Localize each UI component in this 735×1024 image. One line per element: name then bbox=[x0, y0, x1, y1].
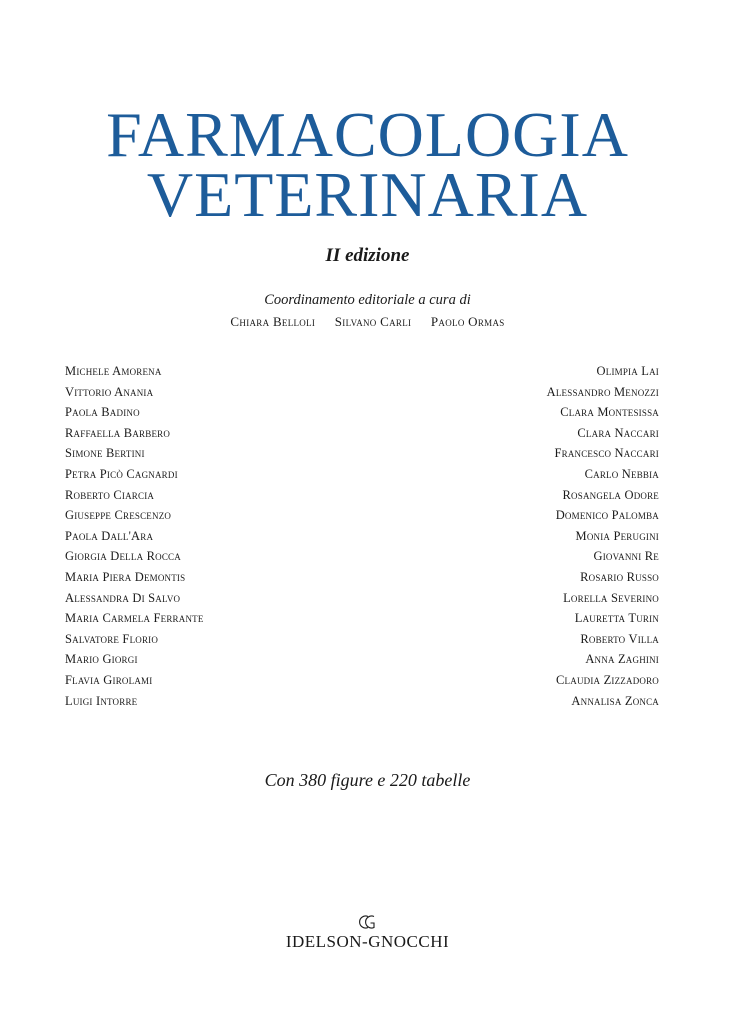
author-name: Domenico Palomba bbox=[555, 508, 659, 523]
author-name: Anna Zaghini bbox=[585, 652, 659, 667]
author-name: Raffaella Barbero bbox=[65, 425, 171, 440]
author-name: Maria Carmela Ferrante bbox=[65, 611, 204, 626]
author-name: Mario Giorgi bbox=[65, 652, 138, 667]
author-name: Vittorio Anania bbox=[65, 384, 154, 399]
author-name: Giuseppe Crescenzo bbox=[65, 508, 172, 523]
author-name: Paola Dall'Ara bbox=[65, 528, 154, 543]
author-name: Alessandro Menozzi bbox=[546, 384, 659, 399]
author-name: Claudia Zizzadoro bbox=[556, 672, 659, 687]
author-name: Lorella Severino bbox=[563, 590, 659, 605]
author-name: Giorgia Della Rocca bbox=[65, 549, 181, 564]
book-title-line-1: FARMACOLOGIA bbox=[106, 99, 629, 170]
editor-name: Silvano Carli bbox=[334, 314, 412, 329]
author-name: Michele Amorena bbox=[65, 364, 162, 378]
editor-name: Paolo Ormas bbox=[430, 314, 505, 329]
author-name: Petra Picò Cagnardi bbox=[65, 466, 178, 481]
author-name: Clara Naccari bbox=[577, 425, 659, 440]
author-name: Luigi Intorre bbox=[65, 693, 138, 708]
edition-label: II edizione bbox=[325, 245, 410, 266]
author-name: Rosangela Odore bbox=[562, 487, 659, 502]
author-name: Annalisa Zonca bbox=[571, 693, 659, 708]
author-name: Alessandra Di Salvo bbox=[65, 590, 181, 605]
author-name: Flavia Girolami bbox=[65, 672, 153, 687]
author-name: Roberto Villa bbox=[580, 631, 659, 646]
figures-tables-note: Con 380 figure e 220 tabelle bbox=[264, 770, 471, 790]
author-name: Roberto Ciarcia bbox=[65, 487, 155, 502]
author-name: Carlo Nebbia bbox=[584, 466, 659, 481]
author-name: Clara Montesissa bbox=[560, 405, 659, 420]
editor-name: Chiara Belloli bbox=[230, 314, 316, 329]
author-name: Paola Badino bbox=[65, 405, 140, 420]
editors-line bbox=[0, 314, 735, 330]
ig-monogram-icon bbox=[357, 913, 377, 931]
author-name: Simone Bertini bbox=[65, 446, 145, 461]
coordination-label: Coordinamento editoriale a cura di bbox=[264, 292, 471, 308]
author-name: Francesco Naccari bbox=[554, 446, 659, 461]
author-name: Lauretta Turin bbox=[574, 611, 659, 626]
author-name: Rosario Russo bbox=[580, 569, 659, 584]
authors-left-column bbox=[65, 361, 204, 711]
author-name: Salvatore Florio bbox=[65, 631, 159, 646]
author-name: Olimpia Lai bbox=[596, 364, 659, 378]
book-title-line-2: VETERINARIA bbox=[146, 159, 589, 230]
author-name: Monia Perugini bbox=[575, 528, 659, 543]
author-name: Giovanni Re bbox=[593, 549, 659, 564]
author-name: Maria Piera Demontis bbox=[65, 569, 186, 584]
authors-right-column bbox=[547, 361, 659, 711]
publisher-name: IDELSON-GNOCCHI bbox=[285, 932, 450, 951]
